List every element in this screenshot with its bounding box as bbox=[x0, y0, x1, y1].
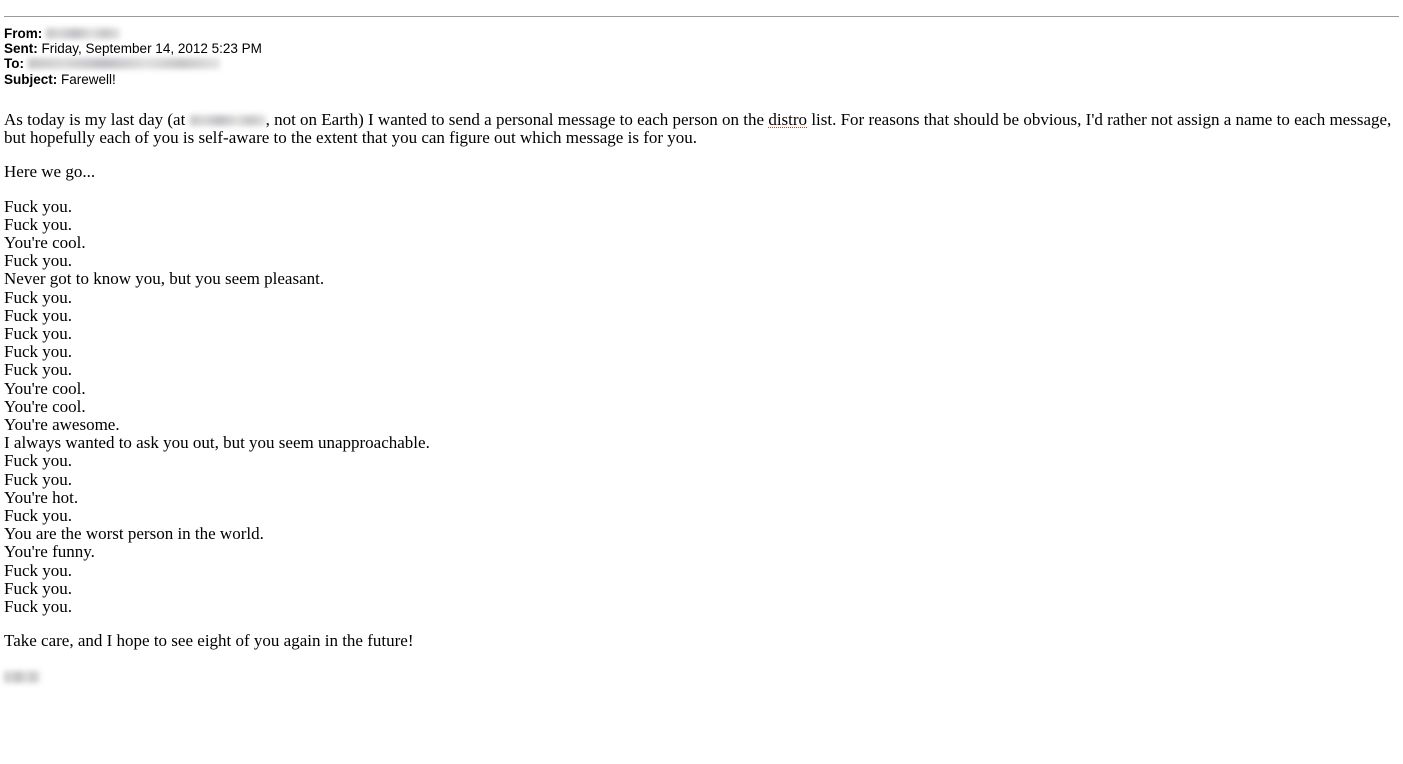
list-item: You're cool. bbox=[4, 378, 86, 398]
misspelled-word: distro bbox=[768, 110, 808, 129]
header-row-subject bbox=[4, 72, 262, 87]
intro-part-2: , not on Earth) I wanted to send a personal message to each person on the bbox=[265, 110, 769, 129]
list-item: You're funny. bbox=[4, 542, 95, 562]
spacer-before-closing bbox=[4, 616, 1394, 632]
header-divider-rule bbox=[4, 16, 1399, 17]
company-name-redacted bbox=[190, 115, 266, 126]
list-item: Fuck you. bbox=[4, 287, 72, 307]
list-item: Fuck you. bbox=[4, 251, 72, 271]
list-item: You're awesome. bbox=[4, 415, 120, 435]
list-item: You're cool. bbox=[4, 396, 86, 416]
list-item: You are the worst person in the world. bbox=[4, 524, 264, 544]
list-item: Fuck you. bbox=[4, 560, 72, 580]
email-header-block bbox=[4, 26, 262, 87]
header-row-sent bbox=[4, 41, 262, 56]
signature-block bbox=[4, 670, 40, 688]
spacer-after-lead-in bbox=[4, 182, 1394, 198]
list-item: I always wanted to ask you out, but you seem unapproachable. bbox=[4, 433, 430, 453]
list-item: Fuck you. bbox=[4, 597, 72, 617]
intro-part-1: As today is my last day (at bbox=[4, 110, 190, 129]
lead-in-paragraph: Here we go... bbox=[4, 162, 96, 182]
list-item: Fuck you. bbox=[4, 305, 72, 325]
to-label: To: bbox=[4, 56, 24, 72]
list-item: Fuck you. bbox=[4, 324, 72, 344]
list-item: Never got to know you, but you seem pleasant. bbox=[4, 269, 325, 289]
intro-part-3: list. For reasons that should be obvious, I'd rather not assign a name to each message, but hopefully each of you is self-aware to the extent that you can figure out which message is for you. bbox=[4, 110, 1392, 148]
list-item: Fuck you. bbox=[4, 342, 72, 362]
list-item: Fuck you. bbox=[4, 506, 72, 526]
list-item: You're cool. bbox=[4, 233, 86, 253]
closing-paragraph: Take care, and I hope to see eight of you again in the future! bbox=[4, 631, 414, 651]
list-item: Fuck you. bbox=[4, 214, 72, 234]
list-item: Fuck you. bbox=[4, 469, 72, 489]
signature-redacted bbox=[4, 671, 40, 683]
list-item: Fuck you. bbox=[4, 360, 72, 380]
list-item: Fuck you. bbox=[4, 578, 72, 598]
personal-message-list bbox=[4, 198, 1394, 617]
list-item: Fuck you. bbox=[4, 196, 72, 216]
list-item: You're hot. bbox=[4, 487, 79, 507]
email-body bbox=[4, 111, 1394, 650]
sent-label: Sent: bbox=[4, 41, 38, 57]
subject-label: Subject: bbox=[4, 71, 58, 87]
intro-paragraph bbox=[4, 111, 1394, 147]
sent-value: Friday, September 14, 2012 5:23 PM bbox=[41, 41, 262, 57]
header-row-to bbox=[4, 56, 262, 71]
spacer-after-intro bbox=[4, 147, 1394, 163]
from-value-redacted bbox=[46, 28, 120, 39]
list-item: Fuck you. bbox=[4, 451, 72, 471]
from-label: From: bbox=[4, 26, 43, 41]
header-row-from bbox=[4, 26, 262, 41]
subject-value: Farewell! bbox=[61, 71, 116, 87]
to-value-redacted bbox=[28, 58, 220, 69]
